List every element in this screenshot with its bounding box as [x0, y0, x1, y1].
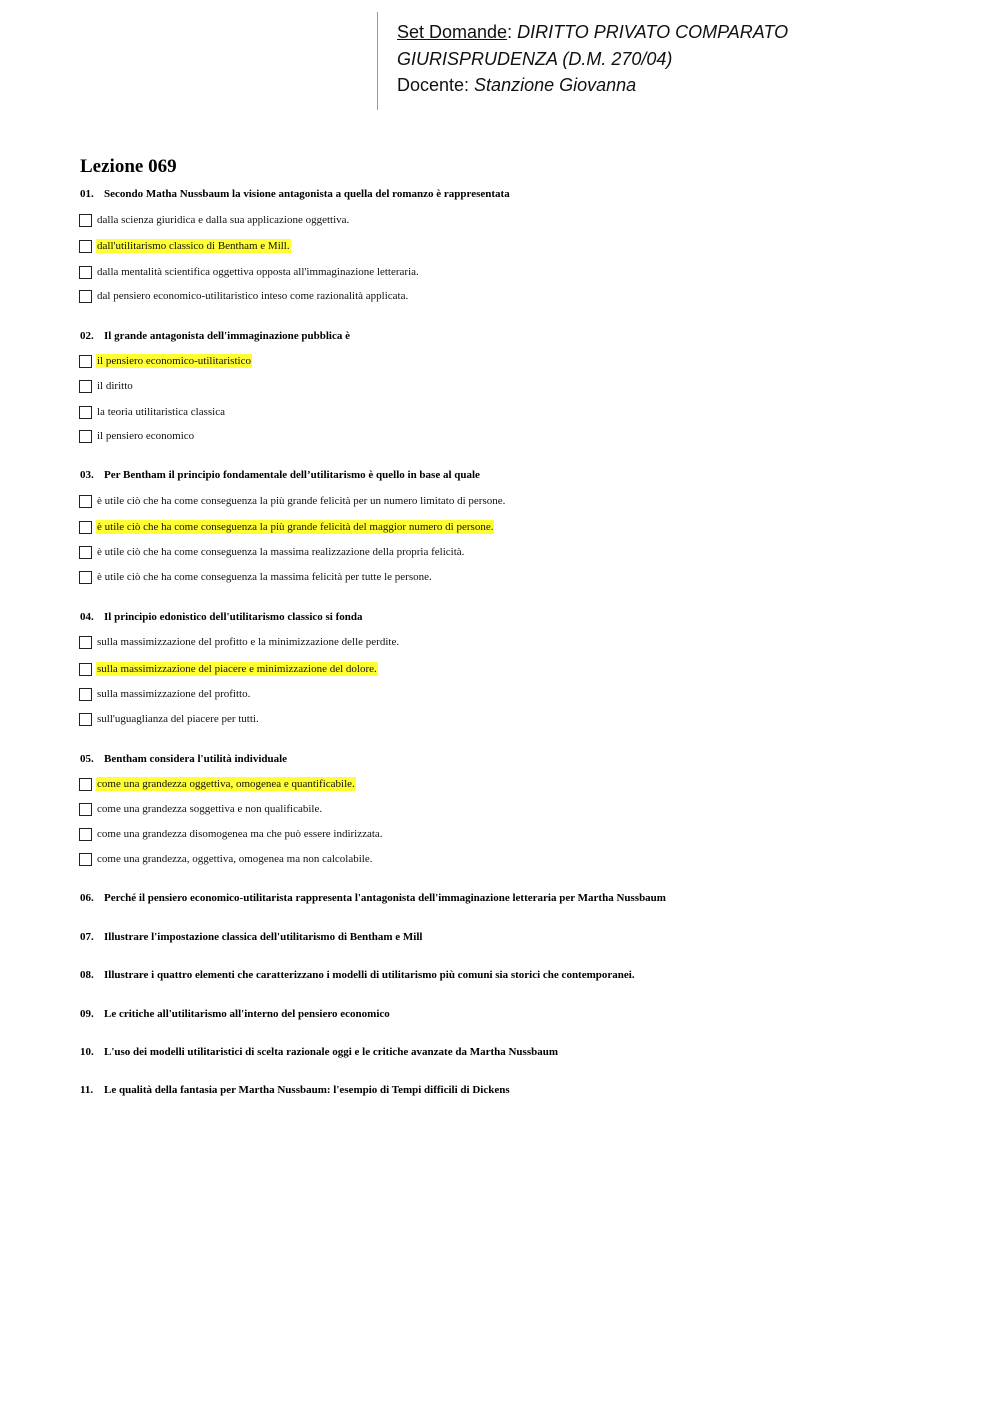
- question-number: 07.: [80, 931, 94, 943]
- header-course-line-2: [397, 49, 672, 70]
- question-04: [80, 611, 363, 623]
- question-03: [80, 469, 480, 481]
- question-text: Bentham considera l'utilità individuale: [104, 753, 288, 765]
- answer-option[interactable]: [79, 544, 465, 560]
- answer-option[interactable]: [79, 378, 134, 394]
- answer-checkbox[interactable]: [79, 521, 92, 534]
- lesson-title: Lezione 069: [80, 156, 177, 177]
- question-text: Perché il pensiero economico-utilitarista rappresenta l'antagonista dell'immaginazione letteraria per Martha Nussbaum: [104, 892, 666, 904]
- answer-option[interactable]: [79, 851, 374, 867]
- question-number: 02.: [80, 330, 94, 342]
- answer-text-highlighted: dall'utilitarismo classico di Bentham e Mill.: [97, 240, 290, 252]
- answer-checkbox[interactable]: [79, 713, 92, 726]
- answer-checkbox[interactable]: [79, 290, 92, 303]
- answer-checkbox[interactable]: [79, 546, 92, 559]
- question-number: 11.: [80, 1084, 94, 1096]
- answer-checkbox[interactable]: [79, 214, 92, 227]
- answer-checkbox[interactable]: [79, 571, 92, 584]
- answer-option[interactable]: [79, 288, 409, 304]
- question-02: [80, 330, 350, 342]
- answer-text: è utile ciò che ha come conseguenza la massima felicità per tutte le persone.: [97, 571, 432, 583]
- answer-checkbox[interactable]: [79, 430, 92, 443]
- answer-text: come una grandezza, oggettiva, omogenea ma non calcolabile.: [97, 853, 373, 865]
- question-05: [80, 753, 287, 765]
- header-course-line: [397, 22, 788, 43]
- question-text: Secondo Matha Nussbaum la visione antagonista a quella del romanzo è rappresentata: [104, 188, 510, 200]
- answer-checkbox[interactable]: [79, 240, 92, 253]
- answer-option[interactable]: [79, 826, 384, 842]
- course-name-line1: DIRITTO PRIVATO COMPARATO: [517, 22, 789, 42]
- answer-text-highlighted: il pensiero economico-utilitaristico: [97, 355, 251, 367]
- question-text: Le critiche all'utilitarismo all'interno del pensiero economico: [104, 1008, 390, 1020]
- question-06: [80, 892, 666, 904]
- answer-text: il pensiero economico: [97, 430, 195, 442]
- document-header: [377, 12, 938, 110]
- question-number: 01.: [80, 188, 94, 200]
- docente-label: Docente:: [397, 75, 475, 95]
- question-number: 09.: [80, 1008, 94, 1020]
- answer-checkbox[interactable]: [79, 663, 92, 676]
- question-11: [80, 1084, 510, 1096]
- question-text: Le qualità della fantasia per Martha Nussbaum: l'esempio di Tempi difficili di Dickens: [104, 1084, 510, 1096]
- answer-option[interactable]: [79, 212, 350, 228]
- question-text: Illustrare i quattro elementi che caratterizzano i modelli di utilitarismo più comuni sia storici che contemporanei.: [104, 969, 635, 981]
- answer-text-highlighted: è utile ciò che ha come conseguenza la più grande felicità del maggior numero di persone.: [97, 521, 494, 533]
- answer-text: sulla massimizzazione del profitto.: [97, 688, 251, 700]
- header-docente-line: [397, 75, 636, 96]
- answer-checkbox[interactable]: [79, 828, 92, 841]
- answer-option-correct[interactable]: [79, 238, 291, 254]
- answer-option[interactable]: [79, 634, 400, 650]
- answer-checkbox[interactable]: [79, 853, 92, 866]
- question-10: [80, 1046, 558, 1058]
- answer-checkbox[interactable]: [79, 688, 92, 701]
- question-09: [80, 1008, 390, 1020]
- answer-checkbox[interactable]: [79, 495, 92, 508]
- set-domande-label: Set Domande: [397, 22, 508, 42]
- answer-text: il diritto: [97, 380, 133, 392]
- answer-text: come una grandezza disomogenea ma che può essere indirizzata.: [97, 828, 383, 840]
- answer-option-correct[interactable]: [79, 353, 252, 369]
- answer-text: è utile ciò che ha come conseguenza la più grande felicità per un numero limitato di persone.: [97, 495, 506, 507]
- question-text: L'uso dei modelli utilitaristici di scelta razionale oggi e le critiche avanzate da Martha Nussbaum: [104, 1046, 559, 1058]
- answer-checkbox[interactable]: [79, 636, 92, 649]
- question-01: [80, 188, 510, 200]
- answer-text: dalla scienza giuridica e dalla sua applicazione oggettiva.: [97, 214, 350, 226]
- answer-checkbox[interactable]: [79, 355, 92, 368]
- answer-option-correct[interactable]: [79, 776, 356, 792]
- question-text: Illustrare l'impostazione classica dell'utilitarismo di Bentham e Mill: [104, 931, 423, 943]
- answer-option[interactable]: [79, 801, 323, 817]
- question-08: [80, 969, 635, 981]
- course-name-line2: GIURISPRUDENZA (D.M. 270/04): [397, 49, 673, 69]
- answer-option-correct[interactable]: [79, 661, 378, 677]
- question-number: 10.: [80, 1046, 94, 1058]
- answer-text: sull'uguaglianza del piacere per tutti.: [97, 713, 259, 725]
- answer-option[interactable]: [79, 569, 433, 585]
- question-number: 05.: [80, 753, 94, 765]
- question-text: Il grande antagonista dell'immaginazione pubblica è: [104, 330, 350, 342]
- answer-option[interactable]: [79, 711, 260, 727]
- answer-option[interactable]: [79, 404, 226, 420]
- question-07: [80, 931, 422, 943]
- answer-checkbox[interactable]: [79, 803, 92, 816]
- answer-text-highlighted: come una grandezza oggettiva, omogenea e quantificabile.: [97, 778, 355, 790]
- answer-option-correct[interactable]: [79, 519, 494, 535]
- answer-option[interactable]: [79, 428, 195, 444]
- answer-text: come una grandezza soggettiva e non qualificabile.: [97, 803, 323, 815]
- answer-text: dalla mentalità scientifica oggettiva opposta all'immaginazione letteraria.: [97, 266, 419, 278]
- question-number: 04.: [80, 611, 94, 623]
- answer-text: sulla massimizzazione del profitto e la minimizzazione delle perdite.: [97, 636, 400, 648]
- question-text: Per Bentham il principio fondamentale dell’utilitarismo è quello in base al quale: [104, 469, 480, 481]
- answer-option[interactable]: [79, 493, 506, 509]
- answer-text: è utile ciò che ha come conseguenza la massima realizzazione della propria felicità.: [97, 546, 465, 558]
- answer-text-highlighted: sulla massimizzazione del piacere e minimizzazione del dolore.: [97, 663, 377, 675]
- answer-text: dal pensiero economico-utilitaristico inteso come razionalità applicata.: [97, 290, 409, 302]
- answer-option[interactable]: [79, 686, 251, 702]
- answer-text: la teoria utilitaristica classica: [97, 406, 225, 418]
- docente-name: Stanzione Giovanna: [474, 75, 637, 95]
- answer-option[interactable]: [79, 264, 420, 280]
- answer-checkbox[interactable]: [79, 406, 92, 419]
- answer-checkbox[interactable]: [79, 266, 92, 279]
- question-number: 03.: [80, 469, 94, 481]
- answer-checkbox[interactable]: [79, 778, 92, 791]
- question-text: Il principio edonistico dell'utilitarismo classico si fonda: [104, 611, 363, 623]
- answer-checkbox[interactable]: [79, 380, 92, 393]
- question-number: 08.: [80, 969, 94, 981]
- set-separator: :: [507, 22, 518, 42]
- question-number: 06.: [80, 892, 94, 904]
